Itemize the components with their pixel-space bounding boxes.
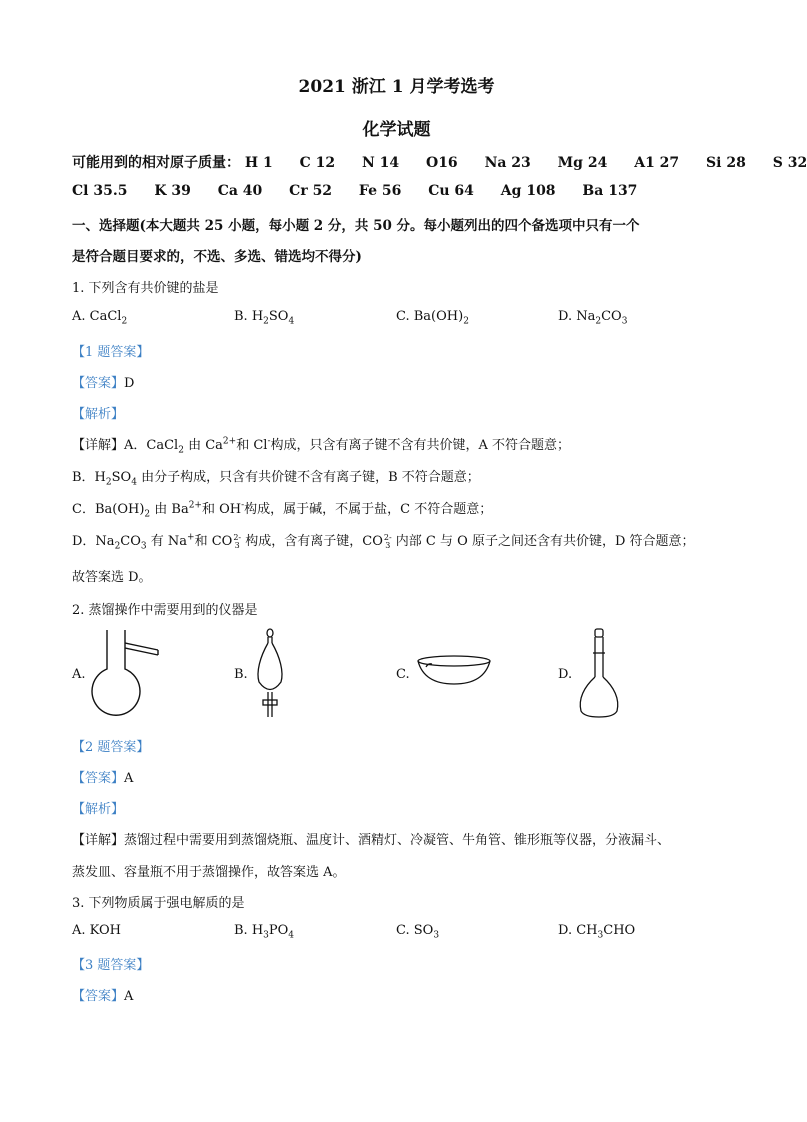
q1-option-b: B. $H_2SO_4$ [234, 309, 295, 327]
atomic-mass-row-2: Cl 35.5 K 39 Ca 40 Cr 52 Fe 56 Cu 64 Ag 108 Ba 137 [72, 183, 638, 199]
q3-answer-tag: 【3 题答案】 [72, 958, 150, 973]
q1-conclusion: 故答案选 D。 [72, 570, 152, 585]
q3-stem: 3. 下列物质属于强电解质的是 [72, 896, 245, 911]
q3-answer: 【答案】A [72, 989, 134, 1004]
q2-analysis-label: 【解析】 [72, 802, 125, 817]
q2-answer-tag: 【2 题答案】 [72, 740, 150, 755]
distillation-flask-icon [90, 628, 162, 720]
q3-option-b: B. $H_3PO_4$ [234, 923, 295, 941]
q3-option-a: A. KOH [72, 923, 122, 938]
q1-detail-c: C．$Ba(OH)_2$ 由 $Ba^{2+}$和 OH-构成，属于碱，不属于盐，C 不符合题意； [72, 500, 493, 520]
section-heading-line-1: 一、选择题(本大题共 25 小题，每小题 2 分，共 50 分。每小题列出的四个备选项中只有一个 [72, 218, 640, 234]
q1-answer: 【答案】D [72, 376, 135, 391]
q2-option-b-label: B. [234, 667, 248, 682]
q2-option-d-label: D. [558, 667, 573, 682]
evaporating-dish-icon [414, 654, 494, 688]
q1-option-c: C. $Ba(OH)_2$ [396, 309, 469, 327]
q2-detail-line-1: 【详解】蒸馏过程中需要用到蒸馏烧瓶、温度计、酒精灯、冷凝管、牛角管、锥形瓶等仪器，分液漏斗、 [72, 833, 671, 848]
document-title: 2021 浙江 1 月学考选考 [298, 77, 495, 97]
volumetric-flask-icon [576, 627, 622, 721]
q1-option-d: D. $Na_2CO_3$ [558, 309, 628, 327]
q1-detail-d: D．$Na_2CO_3$ 有 Na+和 CO 2- 3 构成，含有离子键，CO 2- 3 内部 C 与 O 原子之间还含有共价键，D 符合题意； [72, 532, 695, 552]
q2-option-c-label: C. [396, 667, 410, 682]
q1-detail-b: B．$H_2SO_4$ 由分子构成，只含有共价键不含有离子键，B 不符合题意； [72, 470, 480, 488]
q1-analysis-label: 【解析】 [72, 407, 125, 422]
q2-answer: 【答案】A [72, 771, 134, 786]
q2-option-a-label: A. [72, 667, 86, 682]
q2-stem: 2. 蒸馏操作中需要用到的仪器是 [72, 603, 258, 618]
q1-answer-tag: 【1 题答案】 [72, 345, 150, 360]
section-heading-line-2: 是符合题目要求的，不选、多选、错选均不得分) [72, 249, 362, 265]
q3-option-c: C. $SO_3$ [396, 923, 440, 941]
q3-option-d: D. $CH_3CHO$ [558, 923, 636, 941]
q1-stem: 1. 下列含有共价键的盐是 [72, 281, 219, 296]
document-subtitle: 化学试题 [362, 120, 431, 140]
separatory-funnel-icon [250, 627, 290, 721]
q1-option-a: A. CaCl$_2$ [72, 309, 128, 327]
q2-detail-line-2: 蒸发皿、容量瓶不用于蒸馏操作，故答案选 A。 [72, 865, 346, 880]
q1-detail-a: 【详解】A．CaCl$_2$ 由 $Ca^{2+}$和 Cl-构成，只含有离子键不含有共价键，A 不符合题意； [72, 436, 571, 456]
atomic-mass-row-1: 可能用到的相对原子质量： H 1 C 12 N 14 O16 Na 23 Mg 24 A1 27 Si 28 S 32 [72, 155, 807, 171]
